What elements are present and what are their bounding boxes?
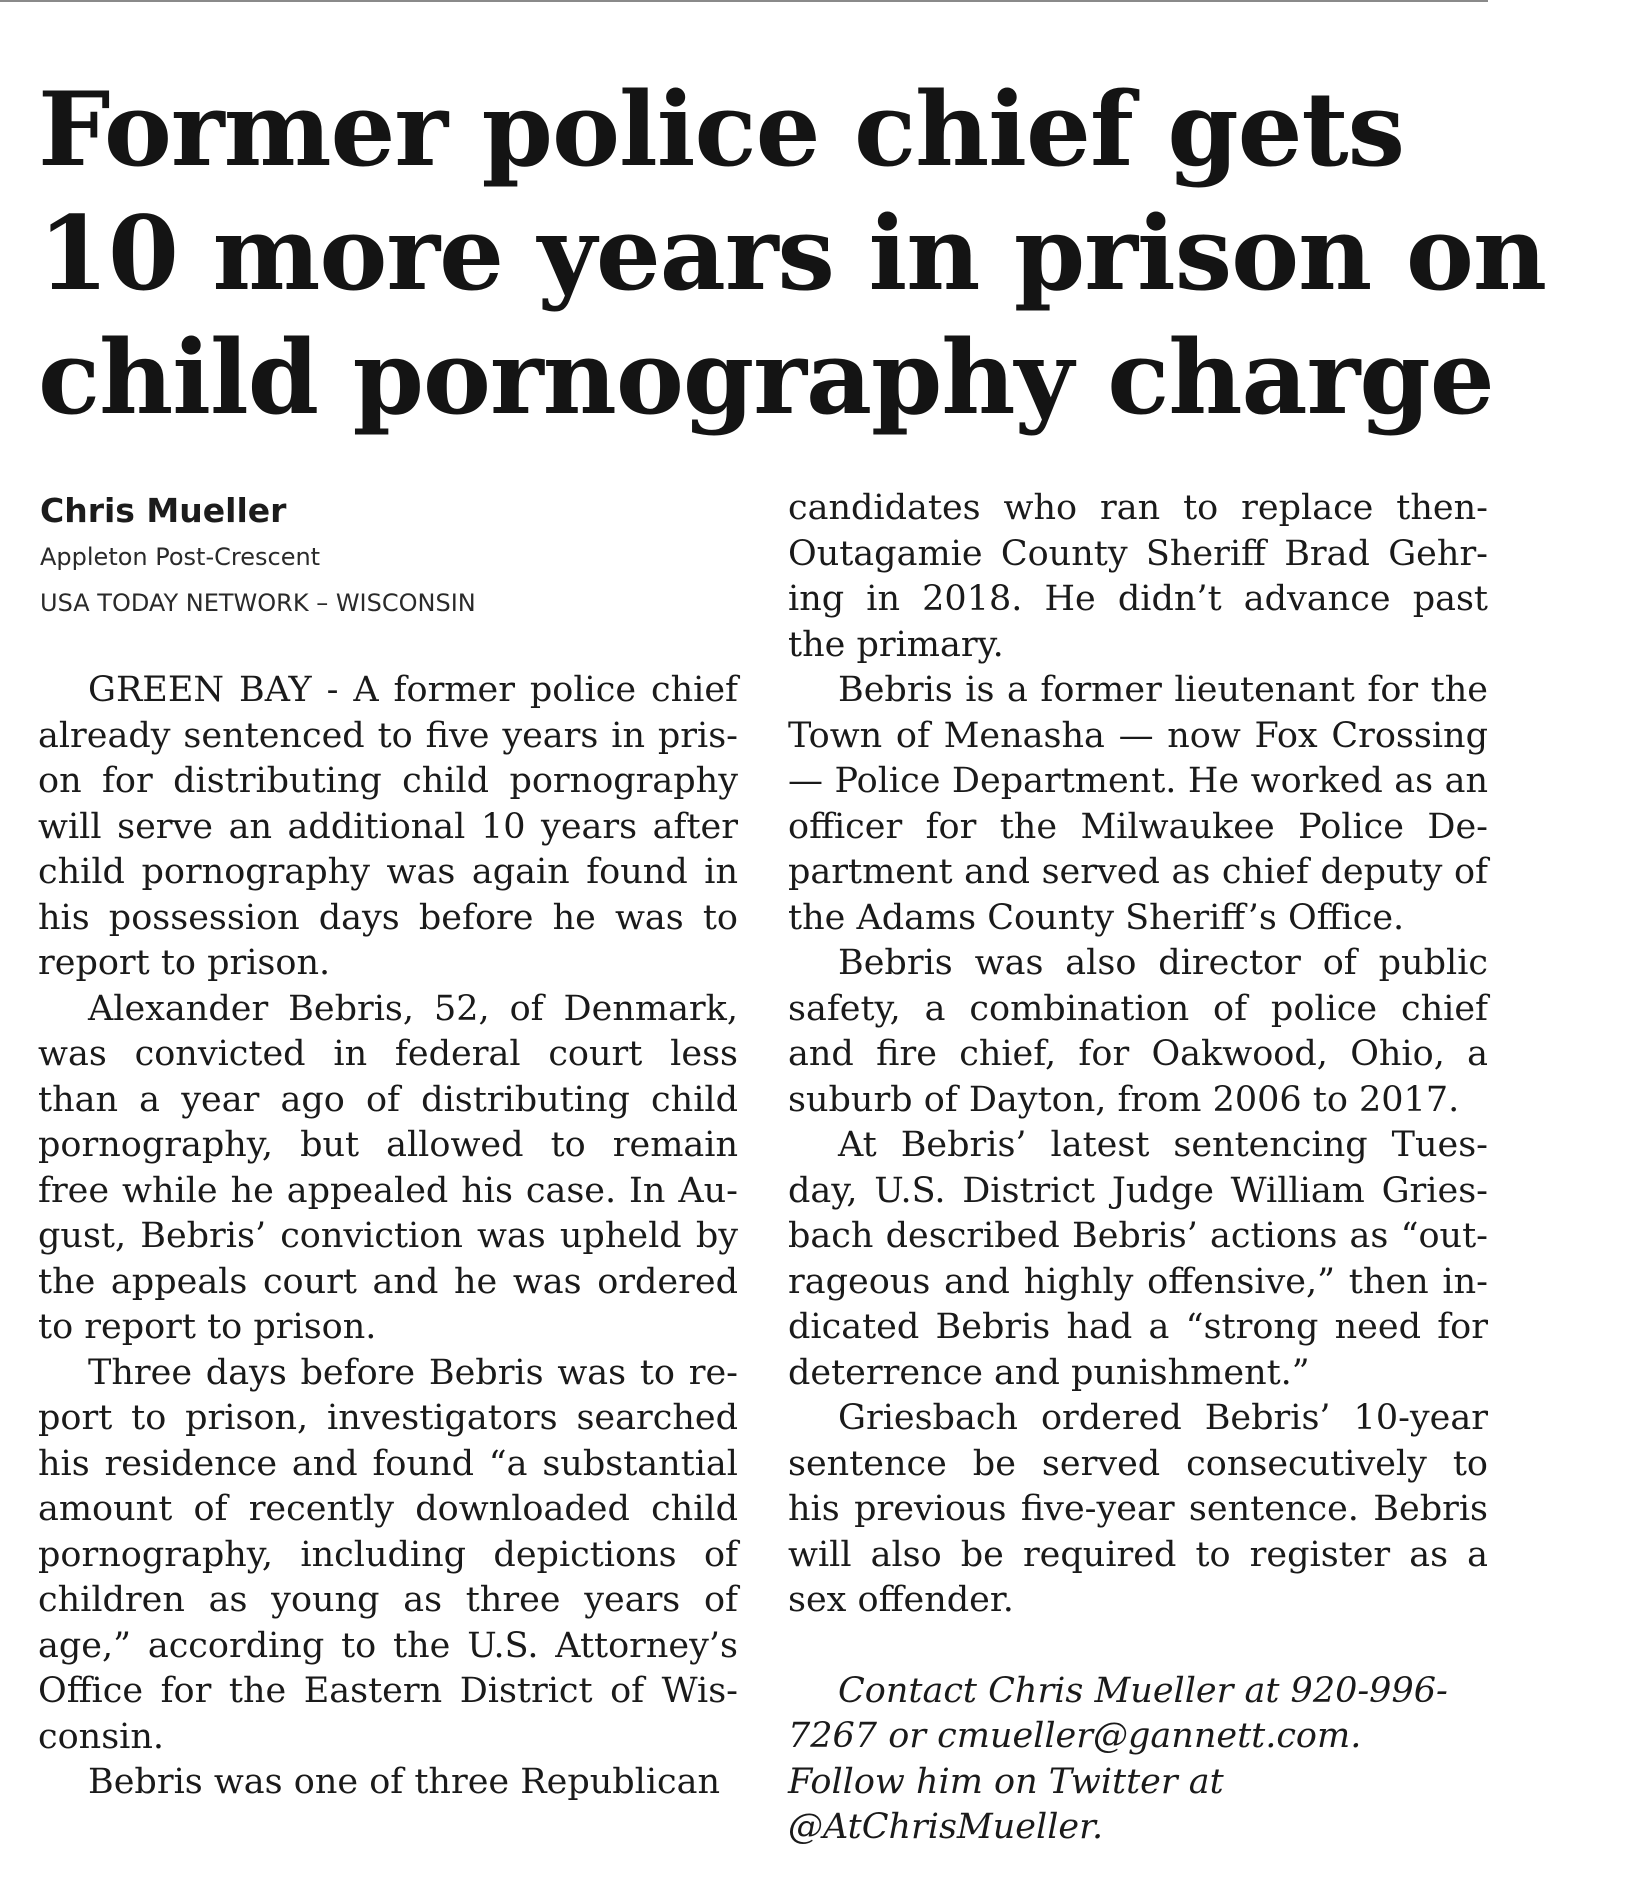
article-left-column xyxy=(38,668,738,1806)
author-name: Chris Mueller xyxy=(40,491,287,530)
headline-line-3: child pornography charge xyxy=(38,318,1494,438)
article-paragraph: Bebris was one of three Republican xyxy=(88,1762,721,1802)
publication-name: Appleton Post-Crescent xyxy=(40,543,321,571)
headline-line-1: Former police chief gets xyxy=(38,70,1405,190)
network-name: USA TODAY NETWORK – WISCONSIN xyxy=(40,589,476,617)
top-rule xyxy=(0,0,1488,2)
article-paragraph-continued: candidates who ran to replace then-Outagamie County Sheriff Brad Gehring in 2018. He didn’t advance past the primary. xyxy=(788,488,1488,665)
article-paragraph: Bebris is a former lieutenant for the Town of Menasha — now Fox Crossing — Police Department. He worked as an officer for the Milwaukee Police Department and served as chief deputy of the Adams County Sheriff’s Office. xyxy=(788,670,1488,938)
article-paragraph: GREEN BAY - A former police chief already sentenced to five years in prison for distributing child pornography will serve an additional 10 years after child pornography was again found in his possession days before he was to report to prison. xyxy=(38,670,738,983)
article-paragraph: Three days before Bebris was to report to prison, investigators searched his residence and found “a substantial amount of recently downloaded child pornography, including depictions of children as young as three years of age,” according to the U.S. Attorney’s Office for the Eastern District of Wisconsin. xyxy=(38,1352,738,1757)
headline-line-2: 10 more years in prison on xyxy=(38,194,1547,314)
article-paragraph: At Bebris’ latest sentencing Tuesday, U.S. District Judge William Griesbach described Bebris’ actions as “outrageous and highly offensive,” then indicated Bebris had a “strong need for deterrence and punishment.” xyxy=(788,1125,1488,1393)
article-right-column xyxy=(788,486,1488,1851)
article-paragraph: Griesbach ordered Bebris’ 10-year sentence be served consecutively to his previous five-year sentence. Bebris will also be required to register as a sex offender. xyxy=(788,1398,1488,1620)
author-contact: Contact Chris Mueller at 920-996-7267 or cmueller@gannett.com. Follow him on Twitter at @AtChrisMueller. xyxy=(788,1670,1448,1847)
article-paragraph: Alexander Bebris, 52, of Denmark, was convicted in federal court less than a year ago of distributing child pornography, but allowed to remain free while he appealed his case. In August, Bebris’ conviction was upheld by the appeals court and he was ordered to report to prison. xyxy=(38,988,738,1347)
byline xyxy=(40,488,476,626)
headline xyxy=(38,68,1547,440)
article-paragraph: Bebris was also director of public safety, a combination of police chief and fire chief, for Oakwood, Ohio, a suburb of Dayton, from 2006 to 2017. xyxy=(788,943,1488,1120)
